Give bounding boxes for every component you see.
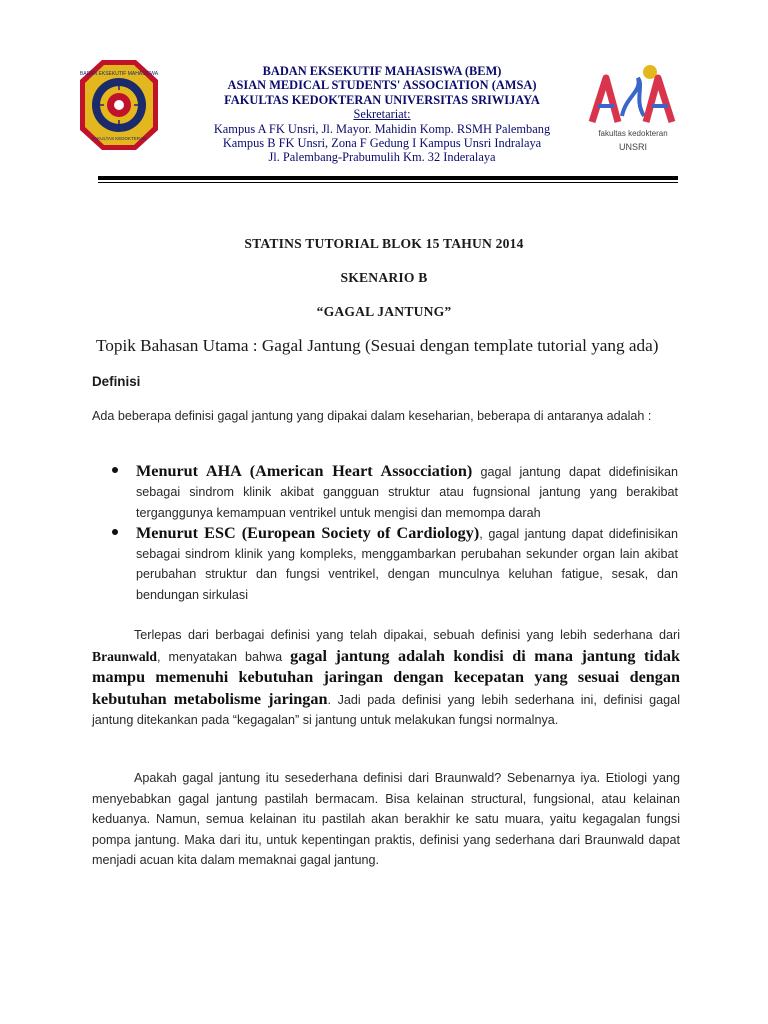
list-item: [112, 461, 678, 523]
document-title: STATINS TUTORIAL BLOK 15 TAHUN 2014: [244, 236, 524, 251]
amsa-logo-icon: [582, 56, 684, 160]
svg-text:UNSRI: UNSRI: [618, 142, 648, 152]
etiology-text: Apakah gagal jantung itu sesederhana definisi dari Braunwald? Sebenarnya iya. Etiologi yang menyebabkan gagal jantung pastilah bermacam. Bisa kelainan structural, fungsional, atau kelainan keduanya. Namun, semua kelainan itu pastilah akan berakhir ke satu muara, yaitu kegagalan fungsi pompa jantung. Maka dari itu, untuk kepentingan praktis, definisi yang sederhana dari Braunwald dapat menjadi acuan kita dalam memaknai gagal jantung.: [92, 771, 680, 867]
definition-source-esc: Menurut ESC (European Society of Cardiology): [136, 523, 480, 542]
braunwald-text-2: , menyatakan bahwa: [156, 649, 291, 664]
definition-text-esc: , gagal jantung dapat didefinisikan sebagai sindrom klinik yang kompleks, menggambarkan perubahan sekunder organ lain akibat perubahan struktur dan fungsi ventrikel, dengan munculnya keluhan fatigue, sesak, dan bendungan sirkulasi: [136, 526, 679, 602]
svg-text:FAKULTAS KEDOKTERAN: FAKULTAS KEDOKTERAN: [91, 136, 147, 141]
letterhead-divider-thin: [98, 182, 678, 183]
braunwald-text-3: . Jadi pada definisi yang lebih sederhana ini, definisi gagal jantung ditekankan pada “kegagalan” si jantung untuk melakukan fungsi normalnya.: [92, 692, 680, 727]
scenario-label: SKENARIO B: [340, 270, 428, 285]
definition-source-aha: Menurut AHA (American Heart Assocciation): [136, 462, 473, 480]
list-item: [112, 523, 678, 605]
svg-text:BADAN EKSEKUTIF MAHASISWA: BADAN EKSEKUTIF MAHASISWA: [79, 71, 159, 77]
bullet-icon: [112, 529, 118, 535]
definition-text-aha: gagal jantung dapat didefinisikan sebagai sindrom klinik akibat gangguan struktur atau fugnsional jantung yang berakibat terganggunya kemampuan ventrikel untuk mengisi dan memompa darah: [136, 465, 679, 520]
etiology-paragraph: [92, 768, 680, 871]
address-line-1: Kampus A FK Unsri, Jl. Mayor. Mahidin Komp. RSMH Palembang: [213, 121, 551, 136]
org-name-line-1: BADAN EKSEKUTIF MAHASISWA (BEM): [262, 64, 502, 78]
braunwald-paragraph: [92, 625, 680, 731]
address-line-2: Kampus B FK Unsri, Zona F Gedung I Kampus Unsri Indralaya: [222, 136, 542, 151]
braunwald-text-1: Terlepas dari berbagai definisi yang telah dipakai, sebuah definisi yang lebih sederhana dari: [134, 628, 680, 642]
main-topic: Topik Bahasan Utama : Gagal Jantung (Sesuai dengan template tutorial yang ada): [96, 336, 659, 355]
scenario-topic: “GAGAL JANTUNG”: [316, 304, 452, 319]
bullet-icon: [112, 467, 118, 473]
letterhead-text: [180, 64, 584, 165]
section-heading-definisi: Definisi: [92, 374, 141, 389]
address-line-3: Jl. Palembang-Prabumulih Km. 32 Inderalaya: [268, 150, 496, 165]
svg-text:fakultas kedokteran: fakultas kedokteran: [598, 129, 668, 138]
bem-seal-logo-icon: [78, 58, 160, 152]
braunwald-name: Braunwald: [92, 648, 157, 664]
secretariat-label: Sekretariat:: [353, 107, 411, 122]
braunwald-definition-emphasis: gagal jantung adalah kondisi di mana jantung tidak mampu memenuhi kebutuhan jaringan dengan kecepatan yang sesuai dengan kebutuhan metabolisme jaringan: [92, 646, 681, 708]
org-name-line-2: ASIAN MEDICAL STUDENTS' ASSOCIATION (AMSA): [227, 78, 537, 93]
letterhead-divider-thick: [98, 176, 678, 180]
intro-paragraph: Ada beberapa definisi gagal jantung yang dipakai dalam keseharian, beberapa di antaranya adalah :: [92, 409, 652, 423]
definition-list: [112, 461, 678, 605]
org-name-line-3: FAKULTAS KEDOKTERAN UNIVERSITAS SRIWIJAYA: [224, 92, 540, 107]
